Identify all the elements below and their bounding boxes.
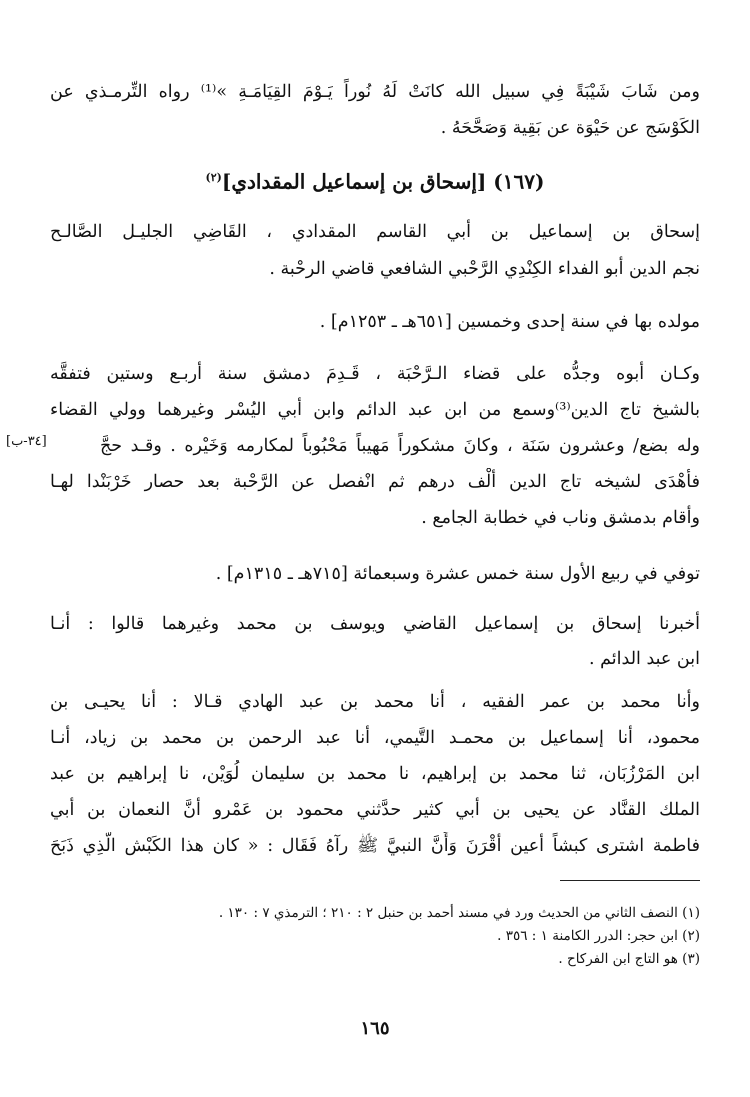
- career-line-3: وله بضع/ وعشرون سَنَة ، وكانَ مشكوراً مَهيباً مَحْبُوباً لمكارمه وَخَيْره . وقـد حجَّ: [100, 436, 700, 456]
- isnad2-line-4: الملك القنَّاد عن يحيى بن أبي كثير حدَّثني محمود بن عَمْرو أنَّ النعمان بن أبي: [50, 800, 700, 820]
- isnad2-line-3: ابن المَرْزُبَان، ثنا محمد بن إبراهيم، نا محمد بن سليمان لُوَيْن، نا إبراهيم بن عبد: [50, 764, 700, 784]
- footnote-2: (٢) ابن حجر: الدرر الكامنة ١ : ٣٥٦ .: [497, 928, 700, 944]
- isnad1-line-1: أخبرنا إسحاق بن إسماعيل القاضي ويوسف بن محمد وغيرهما قالوا : أنـا: [50, 614, 700, 634]
- death-line: توفي في ربيع الأول سنة خمس عشرة وسبعمائة [٧١٥هـ ـ ١٣١٥م] .: [215, 564, 700, 584]
- career-line-2: بالشيخ تاج الدين⁽³⁾وسمع من ابن عبد الدائم وابن أبي اليُسْر وغيرهما وولي القضاء: [50, 400, 700, 420]
- isnad1-line-2: ابن عبد الدائم .: [589, 649, 700, 669]
- career-line-1: وكـان أبوه وجدُّه على قضاء الـرَّحْبَة ، قَـدِمَ دمشق سنة أربـع وستين فتفقَّه: [50, 364, 700, 384]
- isnad2-line-5: فاطمة اشترى كبشاً أعين أقْرَنَ وَأَنَّ النبيَّ ﷺ رآهُ فَقَال : « كان هذا الكَبْش الَّذِي ذَبَحَ: [50, 836, 700, 856]
- intro-line-2: الكَوْسَج عن حَيْوَة عن بَقِية وَصَحَّحَهُ .: [440, 118, 700, 138]
- entry-heading: [0, 163, 750, 197]
- page-number: ١٦٥: [360, 1018, 390, 1039]
- footnote-3: (٣) هو التاج ابن الفركاح .: [558, 951, 700, 967]
- career-line-5: وأقام بدمشق وناب في خطابة الجامع .: [421, 508, 700, 528]
- footnote-1: (١) النصف الثاني من الحديث ورد في مسند أحمد بن حنبل ٢ : ٢١٠ ؛ الترمذي ٧ : ١٣٠ .: [218, 905, 700, 921]
- isnad2-line-1: وأنا محمد بن عمر الفقيه ، أنا محمد بن عبد الهادي قـالا : أنا يحيـى بن: [50, 692, 700, 712]
- manuscript-folio-marker: [٣٤-ب]: [6, 434, 47, 449]
- intro-line-1: ومن شَابَ شَيْبَةً فِي سبيل الله كانَتْ لَهُ نُوراً يَـوْمَ القِيَامَـةِ »⁽¹⁾ رواه التِّرمـذي عن: [50, 82, 700, 102]
- career-line-4: فأهْدَى لشيخه تاج الدين ألْف درهم ثم انْفصل عن الرَّحْبة بعد حصار خَرْبَنْدا لهـا: [50, 472, 700, 492]
- isnad2-line-2: محمود، أنا إسماعيل بن محمـد التَّيمي، أنا عبد الرحمن بن محمد بن زياد، أنـا: [50, 728, 700, 748]
- bio-line-1: إسحاق بن إسماعيل بن أبي القاسم المقدادي ، القَاضِي الجليـل الصَّالـح: [50, 222, 700, 242]
- heading-footnote-ref: (٢): [205, 171, 222, 184]
- birth-line: مولده بها في سنة إحدى وخمسين [٦٥١هـ ـ ١٢٥٣م] .: [319, 312, 700, 332]
- bio-line-2: نجم الدين أبو الفداء الكِنْدِي الرَّحْبي الشافعي قاضي الرحْبة .: [269, 259, 700, 279]
- heading-text: (١٦٧) [إسحاق بن إسماعيل المقدادي]: [221, 169, 545, 194]
- footnote-divider: [560, 880, 700, 881]
